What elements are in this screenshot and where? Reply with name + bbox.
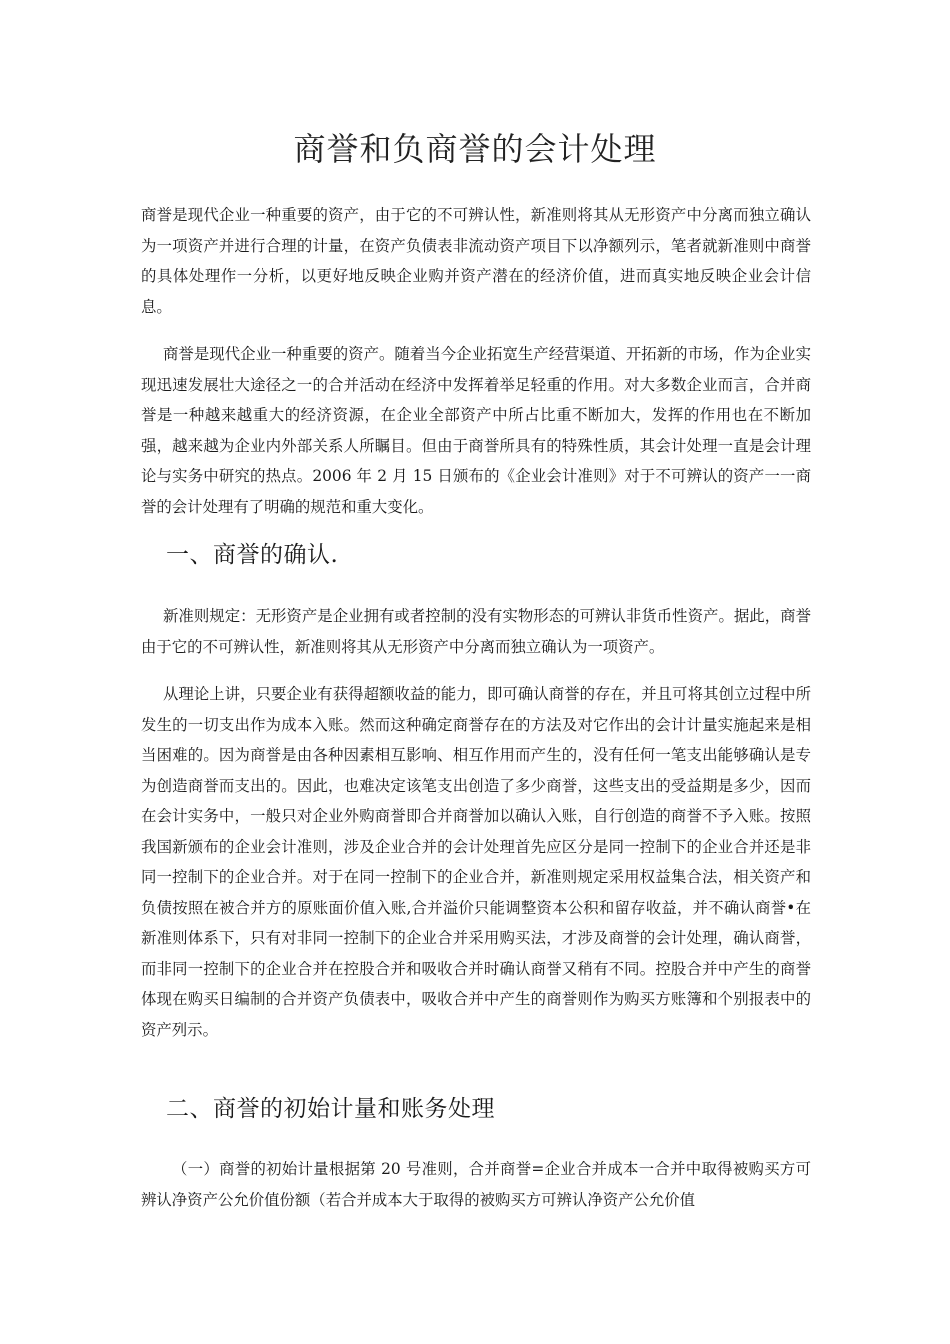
document-title: 商誉和负商誉的会计处理 [293,130,657,168]
section2-paragraph-1: （一）商誉的初始计量根据第 20 号准则，合并商誉=企业合并成本一合并中取得被购买方可辨认净资产公允价值份额（若合并成本大于取得的被购买方可辨认净资产公允价值 [141,1160,811,1209]
abstract-paragraph: 商誉是现代企业一种重要的资产，由于它的不可辨认性，新准则将其从无形资产中分离而独立确认为一项资产并进行合理的计量，在资产负债表非流动资产项目下以净额列示，笔者就新准则中商誉的具体处理作一分析，以更好地反映企业购并资产潜在的经济价值，进而真实地反映企业会计信息。 [141,206,811,316]
section-heading-recognition: 一、商誉的确认. [166,542,339,568]
section1-paragraph-2: 从理论上讲，只要企业有获得超额收益的能力，即可确认商誉的存在，并且可将其创立过程中所发生的一切支出作为成本入账。然而这种确定商誉存在的方法及对它作出的会计计量实施起来是相当困难的。因为商誉是由各种因素相互影响、相互作用而产生的，没有任何一笔支出能够确认是专为创造商誉而支出的。因此，也难决定该笔支出创造了多少商誉，这些支出的受益期是多少，因而在会计实务中，一般只对企业外购商誉即合并商誉加以确认入账，自行创造的商誉不予入账。按照我国新颁布的企业会计准则，涉及企业合并的会计处理首先应区分是同一控制下的企业合并还是非同一控制下的企业合并。对于在同一控制下的企业合并，新准则规定采用权益集合法，相关资产和负债按照在被合并方的原账面价值入账,合并溢价只能调整资本公积和留存收益，并不确认商誉•在新准则体系下，只有对非同一控制下的企业合并采用购买法，才涉及商誉的会计处理，确认商誉，而非同一控制下的企业合并在控股合并和吸收合并时确认商誉又稍有不同。控股合并中产生的商誉体现在购买日编制的合并资产负债表中，吸收合并中产生的商誉则作为购买方账簿和个别报表中的资产列示。 [141,685,811,1039]
intro-paragraph: 商誉是现代企业一种重要的资产。随着当今企业拓宽生产经营渠道、开拓新的市场，作为企业实现迅速发展壮大途径之一的合并活动在经济中发挥着举足轻重的作用。对大多数企业而言，合并商誉是一种越来越重大的经济资源，在企业全部资产中所占比重不断加大，发挥的作用也在不断加强，越来越为企业内外部关系人所瞩目。但由于商誉所具有的特殊性质，其会计处理一直是会计理论与实务中研究的热点。2006 年 2 月 15 日颁布的《企业会计准则》对于不可辨认的资产一一商誉的会计处理有了明确的规范和重大变化。 [141,345,811,516]
section1-paragraph-1: 新准则规定：无形资产是企业拥有或者控制的没有实物形态的可辨认非货币性资产。据此，商誉由于它的不可辨认性，新准则将其从无形资产中分离而独立确认为一项资产。 [141,607,811,656]
section-heading-initial-measurement: 二、商誉的初始计量和账务处理 [166,1096,495,1122]
